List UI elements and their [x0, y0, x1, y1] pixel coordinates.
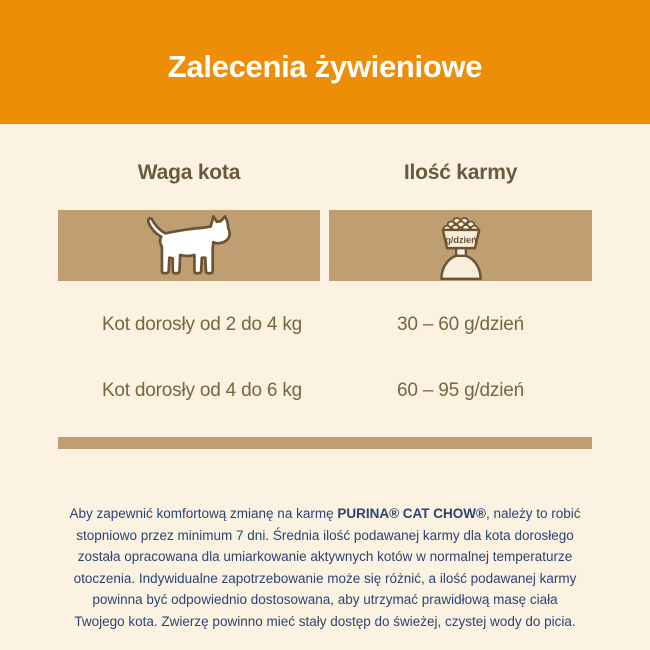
header-banner — [0, 0, 650, 124]
page-title: Zalecenia żywieniowe — [167, 49, 483, 84]
brand-name: PURINA® CAT CHOW® — [337, 506, 486, 521]
bowl-unit-label: g/dzień — [444, 234, 477, 245]
table-row-1-amount: 30 – 60 g/dzień — [397, 314, 524, 335]
column-header-cat-weight: Waga kota — [137, 161, 241, 184]
feeding-note-text-after: , należy to robić stopniowo przez minimum 7 dni. Średnia ilość podawanej karmy dla kota dorosłego została opracowana dla umiarkowanie aktywnych kotów w normalnej temperaturze otoczenia. Indywidualne zapotrzebowanie może się różnić, a ilość podawanej karmy powinna być odpowiednio dostosowana, aby utrzymać prawidłową masę ciała Twojego kota. Zwierzę powinno mieć stały dostęp do świeżej, czystej wody do picia. — [73, 506, 581, 629]
food-amount-icon-band — [329, 210, 592, 281]
feeding-note — [67, 503, 583, 632]
feeding-note-text-before: Aby zapewnić komfortową zmianę na karmę — [69, 506, 338, 521]
cat-icon — [145, 213, 233, 278]
column-header-food-amount: Ilość karmy — [403, 161, 518, 184]
food-scale-icon — [428, 211, 494, 281]
divider-band — [58, 437, 592, 449]
table-row-1-weight: Kot dorosły od 2 do 4 kg — [101, 314, 303, 335]
cat-weight-icon-band — [58, 210, 320, 281]
table-row-2-weight: Kot dorosły od 4 do 6 kg — [101, 380, 303, 401]
table-row-2-amount: 60 – 95 g/dzień — [397, 380, 524, 401]
